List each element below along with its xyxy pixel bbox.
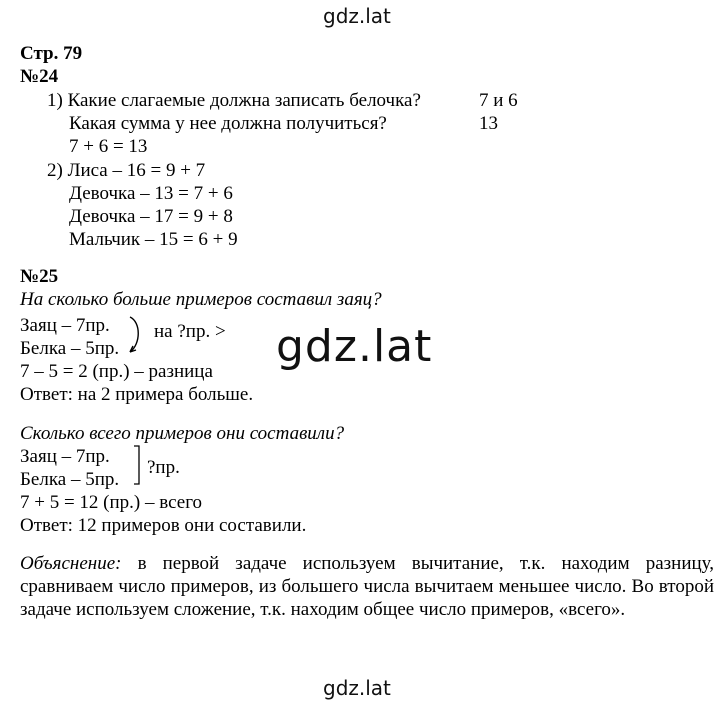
explanation-paragraph	[20, 552, 714, 621]
task25-total-note: ?пр.	[147, 457, 180, 478]
explanation-text: в первой задаче используем вычитание, т.к. находим разницу, сравниваем число примеров, из большего числа вычитаем меньшее число. Во второй задаче используем сложение, т.к. находим общее число примеров, «всего».	[20, 553, 714, 620]
task24-equation: 7 + 6 = 13	[69, 136, 148, 157]
task24-item2-line: Мальчик – 15 = 6 + 9	[69, 229, 238, 250]
task25-question2: Сколько всего примеров они составили?	[20, 423, 345, 444]
task24-item2-line: 2) Лиса – 16 = 9 + 7	[47, 160, 206, 181]
curly-brace-icon	[132, 444, 144, 486]
task24-answer2: 13	[479, 113, 498, 134]
page-number: Стр. 79	[20, 43, 83, 64]
task24-item2-line: Девочка – 17 = 9 + 8	[69, 206, 233, 227]
task25-answer1: Ответ: на 2 примера больше.	[20, 384, 254, 405]
task25-difference-note: на ?пр. >	[154, 321, 226, 342]
task25-solution2: 7 + 5 = 12 (пр.) – всего	[20, 492, 203, 513]
curved-arrow-icon	[124, 314, 148, 358]
watermark-bottom: gdz.lat	[323, 676, 391, 700]
watermark-top: gdz.lat	[323, 4, 391, 28]
task25-hare2: Заяц – 7пр.	[20, 446, 110, 467]
task25-answer2: Ответ: 12 примеров они составили.	[20, 515, 307, 536]
task24-question2: Какая сумма у нее должна получиться?	[69, 113, 387, 134]
task24-question1: 1) Какие слагаемые должна записать белочка?	[47, 90, 421, 111]
task25-squirrel1: Белка – 5пр.	[20, 338, 120, 359]
task24-number: №24	[20, 66, 59, 87]
explanation-label: Объяснение:	[20, 553, 122, 574]
task24-answer1: 7 и 6	[479, 90, 518, 111]
task25-question1: На сколько больше примеров составил заяц?	[20, 289, 382, 310]
task25-hare1: Заяц – 7пр.	[20, 315, 110, 336]
task25-squirrel2: Белка – 5пр.	[20, 469, 120, 490]
task25-solution1: 7 – 5 = 2 (пр.) – разница	[20, 361, 213, 382]
task24-item2-line: Девочка – 13 = 7 + 6	[69, 183, 233, 204]
task25-number: №25	[20, 266, 59, 287]
watermark-center: gdz.lat	[276, 321, 433, 372]
